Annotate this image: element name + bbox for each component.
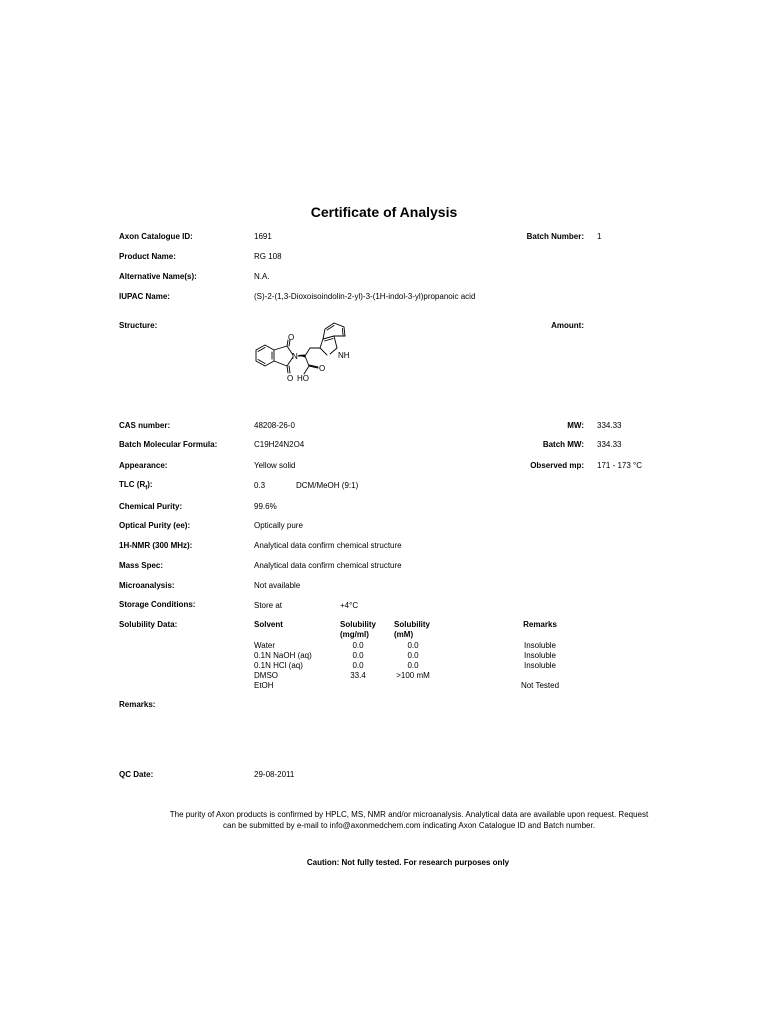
solubility-remarks-column bbox=[500, 641, 580, 691]
batch-mw-value: 334.33 bbox=[597, 440, 622, 449]
atom-nh: NH bbox=[338, 351, 350, 360]
microanalysis-value: Not available bbox=[254, 581, 301, 590]
mass-spec-value: Analytical data confirm chemical structure bbox=[254, 561, 402, 570]
storage-label: Storage Conditions: bbox=[119, 600, 196, 609]
table-row-mm: >100 mM bbox=[396, 671, 430, 680]
mp-value: 171 - 173 °C bbox=[597, 461, 643, 470]
solubility-header-mgml bbox=[340, 620, 376, 640]
batch-number-label: Batch Number: bbox=[526, 232, 584, 241]
solubility-mm-column bbox=[388, 641, 438, 691]
appearance-label: Appearance: bbox=[119, 461, 168, 470]
mw-value: 334.33 bbox=[597, 421, 622, 430]
table-row-mgml: 33.4 bbox=[350, 671, 366, 680]
qc-date-label: QC Date: bbox=[119, 770, 154, 779]
table-row-remarks: Insoluble bbox=[523, 641, 557, 650]
mp-label: Observed mp: bbox=[530, 461, 584, 470]
chemical-purity-label: Chemical Purity: bbox=[119, 502, 183, 511]
footer-line-1: The purity of Axon products is confirmed by HPLC, MS, NMR and/or microanalysis. Analytical data are available upon request. Request bbox=[169, 810, 649, 819]
table-row-mgml: 0.0 bbox=[352, 651, 364, 660]
footer-disclaimer bbox=[0, 809, 768, 831]
tlc-label bbox=[119, 480, 153, 492]
table-row-solvent: 0.1N NaOH (aq) bbox=[254, 651, 312, 660]
table-row-mm: 0.0 bbox=[407, 651, 419, 660]
table-row-remarks bbox=[500, 671, 580, 681]
tlc-label-end: ): bbox=[147, 480, 153, 489]
table-row-solvent: EtOH bbox=[254, 681, 274, 690]
storage-value: Store at bbox=[254, 601, 283, 610]
table-row-solvent: Water bbox=[254, 641, 276, 650]
product-name-value: RG 108 bbox=[254, 252, 282, 261]
solubility-header-solvent: Solvent bbox=[254, 620, 283, 629]
microanalysis-label: Microanalysis: bbox=[119, 581, 175, 590]
atom-o-bottom: O bbox=[287, 374, 294, 383]
solubility-solvent-column bbox=[254, 641, 312, 691]
tlc-label-sub: f bbox=[145, 485, 148, 492]
alt-names-value: N.A. bbox=[254, 272, 270, 281]
cas-value: 48208-26-0 bbox=[254, 421, 295, 430]
storage-temp: +4°C bbox=[340, 601, 359, 610]
chemical-purity-value: 99.6% bbox=[254, 502, 277, 511]
tlc-solvent: DCM/MeOH (9:1) bbox=[296, 481, 359, 490]
atom-o-acid: O bbox=[319, 364, 326, 373]
table-row-remarks: Insoluble bbox=[523, 661, 557, 670]
table-row-remarks: Insoluble bbox=[523, 651, 557, 660]
solubility-header-mm-1: Solubility bbox=[394, 620, 430, 629]
nmr-label: 1H-NMR (300 MHz): bbox=[119, 541, 193, 550]
table-row-mm: 0.0 bbox=[407, 641, 419, 650]
mw-label: MW: bbox=[567, 421, 584, 430]
appearance-value: Yellow solid bbox=[254, 461, 296, 470]
chemical-structure bbox=[250, 318, 360, 390]
batch-mw-label: Batch MW: bbox=[542, 440, 584, 449]
catalogue-id-value: 1691 bbox=[254, 232, 272, 241]
nmr-value: Analytical data confirm chemical structure bbox=[254, 541, 402, 550]
table-row-mgml bbox=[338, 681, 378, 691]
solubility-label: Solubility Data: bbox=[119, 620, 178, 629]
atom-ho: HO bbox=[297, 374, 309, 383]
cas-label: CAS number: bbox=[119, 421, 171, 430]
formula-label: Batch Molecular Formula: bbox=[119, 440, 218, 449]
solubility-header-mgml-1: Solubility bbox=[340, 620, 376, 629]
formula-value: C19H24N2O4 bbox=[254, 440, 305, 449]
atom-n-ring: N bbox=[292, 352, 298, 361]
batch-number-value: 1 bbox=[597, 232, 602, 241]
tlc-value: 0.3 bbox=[254, 481, 266, 490]
table-row-mm bbox=[388, 681, 438, 691]
iupac-label: IUPAC Name: bbox=[119, 292, 170, 301]
table-row-solvent: DMSO bbox=[254, 671, 278, 680]
optical-purity-label: Optical Purity (ee): bbox=[119, 521, 191, 530]
table-row-remarks: Not Tested bbox=[520, 681, 560, 690]
solubility-header-mm bbox=[394, 620, 430, 640]
table-row-mm: 0.0 bbox=[407, 661, 419, 670]
footer-line-2: can be submitted by e-mail to info@axonmedchem.com indicating Axon Catalogue ID and Batch number. bbox=[223, 821, 595, 830]
page-title: Certificate of Analysis bbox=[310, 204, 458, 220]
caution-note: Caution: Not fully tested. For research purposes only bbox=[306, 858, 510, 867]
table-row-solvent: 0.1N HCl (aq) bbox=[254, 661, 303, 670]
catalogue-id-label: Axon Catalogue ID: bbox=[119, 232, 193, 241]
product-name-label: Product Name: bbox=[119, 252, 176, 261]
table-row-mgml: 0.0 bbox=[352, 661, 364, 670]
optical-purity-value: Optically pure bbox=[254, 521, 303, 530]
structure-label: Structure: bbox=[119, 321, 158, 330]
amount-label: Amount: bbox=[551, 321, 584, 330]
qc-date-value: 29-08-2011 bbox=[254, 770, 295, 779]
atom-o-top: O bbox=[288, 333, 295, 342]
remarks-label: Remarks: bbox=[119, 700, 156, 709]
alt-names-label: Alternative Name(s): bbox=[119, 272, 197, 281]
mass-spec-label: Mass Spec: bbox=[119, 561, 164, 570]
solubility-header-mm-2: (mM) bbox=[394, 630, 414, 639]
table-row-mgml: 0.0 bbox=[352, 641, 364, 650]
solubility-mgml-column bbox=[338, 641, 378, 691]
tlc-label-main: TLC (R bbox=[119, 480, 146, 489]
solubility-header-mgml-2: (mg/ml) bbox=[340, 630, 369, 639]
solubility-header-remarks: Remarks bbox=[523, 620, 557, 629]
iupac-value: (S)-2-(1,3-Dioxoisoindolin-2-yl)-3-(1H-indol-3-yl)propanoic acid bbox=[254, 292, 476, 301]
